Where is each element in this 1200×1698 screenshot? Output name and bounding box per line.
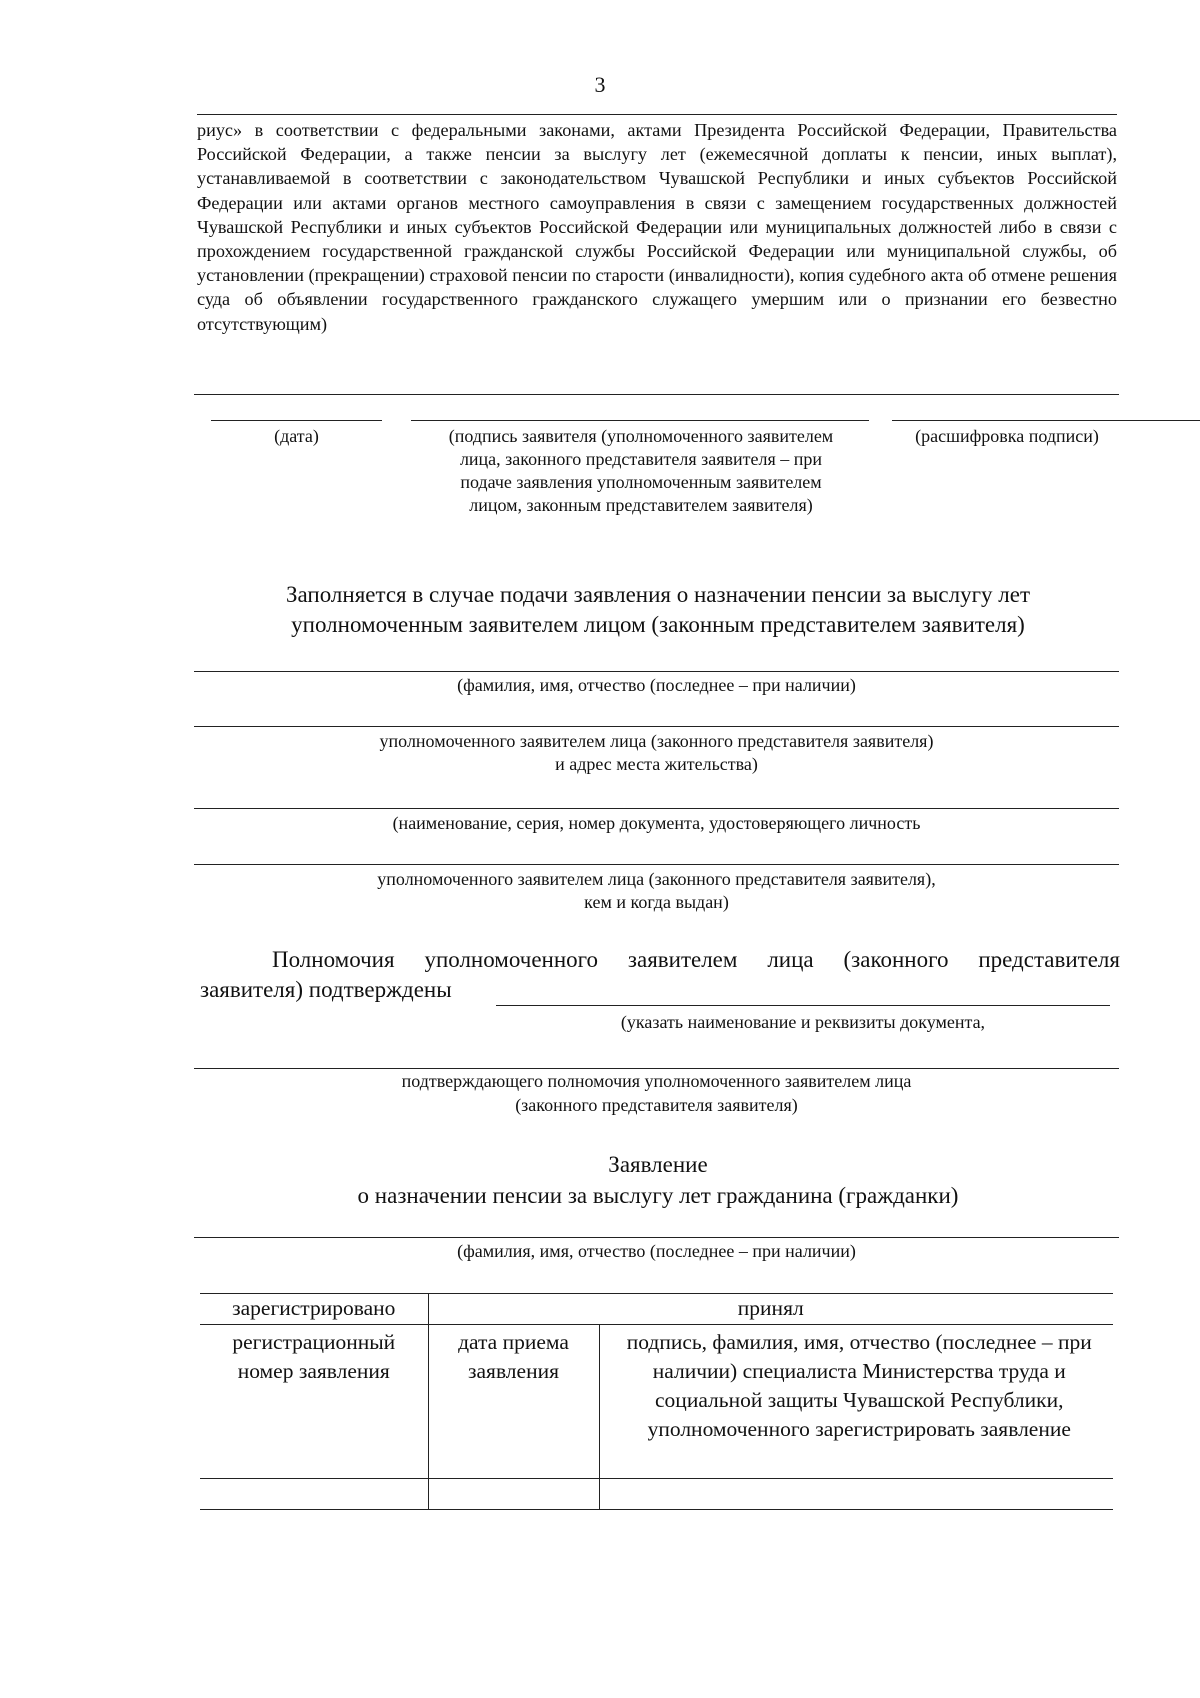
authority-caption: (указать наименование и реквизиты документа,	[620, 1012, 986, 1032]
signature-caption: (подпись заявителя (уполномоченного заявителем лица, законного представителя заявителя – при подаче заявления уполномоченным заявителем лицом, законным представителем заявителя)	[448, 426, 834, 515]
applicant-fio-caption: (фамилия, имя, отчество (последнее – при наличии)	[457, 1241, 856, 1261]
intro-paragraph: риус» в соответствии с федеральными законами, актами Президента Российской Федерации, Правительства Российской Федерации, а также пенсии за выслугу лет (ежемесячной доплаты к пенсии, иных выплат), устанавливаемой в соответствии с законодательством Чувашской Республики и иных субъектов Российской Федерации или актами органов местного самоуправления в связи с замещением государственных должностей Чувашской Республики и иных субъектов Российской Федерации или муниципальных должностей либо в связи с прохождением государственной гражданской службы Российской Федерации или муниципальной службы, об установлении (прекращении) страховой пенсии по старости (инвалидности), копия судебного акта об отмене решения суда об объявлении государственного гражданского служащего умершим или о признании его безвестно отсутствующим)	[197, 120, 1117, 334]
fio-caption-cont-1: уполномоченного заявителем лица (законного представителя заявителя)	[379, 731, 934, 751]
fio-caption: (фамилия, имя, отчество (последнее – при наличии)	[457, 675, 856, 695]
application-title: Заявление	[608, 1152, 708, 1177]
blank-receipt-date	[428, 1479, 599, 1510]
divider	[197, 114, 1117, 115]
cell-specialist-signature: подпись, фамилия, имя, отчество (последнее – при наличии) специалиста Министерства труда и социальной защиты Чувашской Республики, уполномоченного зарегистрировать заявление	[599, 1325, 1113, 1479]
authority-caption-cont-2: (законного представителя заявителя)	[515, 1095, 798, 1115]
cell-reg-number: регистрационный номер заявления	[200, 1325, 428, 1479]
decode-caption: (расшифровка подписи)	[915, 426, 1099, 446]
header-registered: зарегистрировано	[200, 1294, 428, 1325]
fio-caption-cont-2: и адрес места жительства)	[555, 754, 758, 774]
authority-text-line2: заявителя) подтверждены	[200, 977, 452, 1002]
identity-doc-field	[194, 808, 1119, 809]
fio-field	[194, 671, 1119, 672]
applicant-fio-field	[194, 1237, 1119, 1238]
signature-blank	[411, 420, 869, 421]
cell-receipt-date: дата приема заявления	[428, 1325, 599, 1479]
application-subtitle: о назначении пенсии за выслугу лет гражданина (гражданки)	[357, 1183, 959, 1208]
registration-table	[200, 1293, 1113, 1510]
section-heading-line2: уполномоченным заявителем лицом (законным представителем заявителя)	[291, 612, 1025, 637]
header-accepted: принял	[428, 1294, 1113, 1325]
date-caption: (дата)	[274, 426, 319, 446]
page-number: 3	[594, 72, 606, 97]
identity-doc-field-cont	[194, 864, 1119, 865]
blank-reg-number	[200, 1479, 428, 1510]
signature-rule	[194, 394, 1119, 395]
authority-caption-cont-1: подтверждающего полномочия уполномоченного заявителем лица	[401, 1071, 912, 1091]
authority-field-cont	[194, 1068, 1119, 1069]
fio-field-cont	[194, 726, 1119, 727]
authority-field	[496, 1005, 1110, 1006]
identity-doc-caption-cont-1: уполномоченного заявителем лица (законного представителя заявителя),	[377, 869, 936, 889]
authority-text-line1: Полномочия уполномоченного заявителем лица (законного представителя	[272, 947, 1120, 972]
date-blank	[211, 420, 382, 421]
decode-blank	[892, 420, 1200, 421]
section-heading-line1: Заполняется в случае подачи заявления о назначении пенсии за выслугу лет	[286, 582, 1030, 607]
identity-doc-caption: (наименование, серия, номер документа, удостоверяющего личность	[392, 813, 921, 833]
blank-specialist-signature	[599, 1479, 1113, 1510]
identity-doc-caption-cont-2: кем и когда выдан)	[584, 892, 729, 912]
